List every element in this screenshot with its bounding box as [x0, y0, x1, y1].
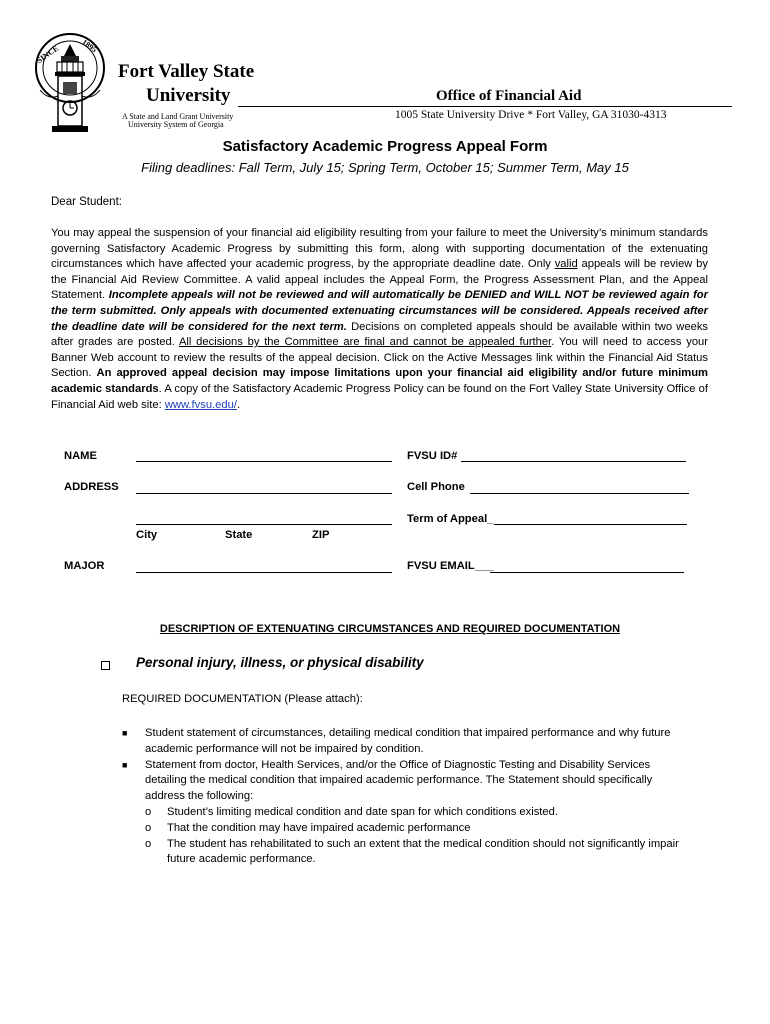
- zip-label: ZIP: [312, 529, 330, 541]
- filing-deadlines: Filing deadlines: Fall Term, July 15; Spring Term, October 15; Summer Term, May 15: [141, 160, 629, 175]
- city-label: City: [136, 529, 158, 541]
- university-tagline: [122, 113, 233, 129]
- list-item: [122, 758, 682, 805]
- city-state-zip-field[interactable]: [136, 524, 392, 525]
- para-text-6: .: [236, 398, 241, 411]
- office-name: Office of Financial Aid: [436, 88, 582, 104]
- address-label: ADDRESS: [64, 481, 119, 493]
- square-bullet-icon: ■: [122, 759, 128, 770]
- category-title: Personal injury, illness, or physical disability: [136, 655, 424, 670]
- circle-bullet-icon: o: [145, 821, 152, 834]
- square-bullet-icon: ■: [122, 728, 128, 738]
- address-field[interactable]: [136, 493, 392, 494]
- term-of-appeal-label: Term of Appeal_: [407, 513, 494, 525]
- form-title: Satisfactory Academic Progress Appeal Form: [222, 138, 548, 155]
- name-label: NAME: [64, 450, 97, 462]
- major-field[interactable]: [136, 572, 392, 573]
- fvsu-id-label: FVSU ID#: [407, 450, 458, 462]
- para-text-1: You may appeal the suspension of your financial aid eligibility resulting from your failure to meet the University’s minimum standards governing Satisfactory Academic Progress by submitting this form, along with supporting documentation of the extenuating circumstances which have affected your academic progress, by the appropriate deadline date. Only: [51, 227, 708, 271]
- para-text-3: Decisions on completed appeals should be available within two weeks after grades are posted.: [51, 320, 709, 349]
- bullet-text-1: Student statement of circumstances, detailing medical condition that impaired performance and why future academic performance will not be impaired by condition.: [145, 727, 671, 755]
- office-address: 1005 State University Drive * Fort Valley, GA 31030-4313: [395, 109, 667, 121]
- seal-text-left: SINCE: [35, 43, 61, 66]
- para-text-4: . You will need to access your Banner Web account to review the results of the appeal decision. Click on the Active Messages link within the Financial Aid Status Section.: [51, 336, 708, 380]
- list-item: [145, 837, 682, 869]
- university-name-line2: University: [146, 85, 231, 106]
- circle-bullet-icon: o: [145, 837, 152, 850]
- sub-bullet-text-1: Student’s limiting medical condition and date span for which conditions existed.: [167, 805, 558, 818]
- bullet-text-2: Statement from doctor, Health Services, and/or the Office of Diagnostic Testing and Disability Services detailing the medical condition that impaired academic performance. The Statement should specifically address the following:: [145, 758, 653, 803]
- tagline-line1: A State and Land Grant University: [122, 112, 234, 121]
- section-heading: DESCRIPTION OF EXTENUATING CIRCUMSTANCES AND REQUIRED DOCUMENTATION: [159, 623, 621, 635]
- name-field[interactable]: [136, 461, 392, 462]
- documentation-list: [122, 726, 682, 868]
- tagline-line2: University System of Georgia: [128, 120, 224, 129]
- salutation: Dear Student:: [51, 196, 122, 208]
- para-limitations: An approved appeal decision may impose limitations upon your financial aid eligibility and/or future minimum academic standards: [51, 367, 708, 395]
- university-name: [118, 60, 254, 108]
- header-divider: [238, 106, 732, 107]
- sub-bullet-text-3: The student has rehabilitated to such an extent that the medical condition should not significantly impair future academic performance.: [167, 837, 679, 866]
- para-warning: Incomplete appeals will not be reviewed and will automatically be DENIED and WILL NOT be reviewed again for the term submitted. Only appeals with documented extenuating circumstances will be considered. Appeals received after the deadline date will be considered for the next term.: [51, 289, 708, 333]
- required-documentation-label: REQUIRED DOCUMENTATION (Please attach):: [122, 693, 363, 705]
- list-item: [145, 805, 682, 821]
- para-valid: valid: [554, 258, 578, 271]
- university-seal: [30, 30, 110, 138]
- list-item: [145, 821, 682, 837]
- seal-text-right: 1895: [80, 37, 99, 55]
- cell-phone-field[interactable]: [470, 493, 689, 494]
- state-label: State: [225, 529, 253, 541]
- website-link[interactable]: www.fvsu.edu/: [164, 398, 237, 411]
- fvsu-email-label: FVSU EMAIL___: [407, 560, 494, 572]
- fvsu-id-field[interactable]: [461, 461, 686, 462]
- major-label: MAJOR: [64, 560, 105, 572]
- university-name-line1: Fort Valley State: [118, 61, 255, 82]
- instructions-paragraph: [51, 226, 708, 413]
- para-text-2: appeals will be review by the Financial Aid Review Committee. A valid appeal includes the Appeal Form, the Progress Assessment Plan, and the Appeal Statement.: [51, 258, 708, 302]
- list-item: [122, 726, 682, 758]
- cell-phone-label: Cell Phone: [407, 481, 465, 493]
- category-checkbox[interactable]: [101, 661, 110, 670]
- sub-bullet-text-2: That the condition may have impaired academic performance: [167, 821, 471, 834]
- sub-list: [145, 805, 682, 868]
- para-text-5: . A copy of the Satisfactory Academic Progress Policy can be found on the Fort Valley State University Office of Financial Aid web site:: [51, 382, 709, 411]
- para-final-decisions: All decisions by the Committee are final and cannot be appealed further: [178, 336, 552, 349]
- term-of-appeal-field[interactable]: [494, 524, 687, 525]
- fvsu-email-field[interactable]: [490, 572, 684, 573]
- circle-bullet-icon: o: [145, 805, 152, 818]
